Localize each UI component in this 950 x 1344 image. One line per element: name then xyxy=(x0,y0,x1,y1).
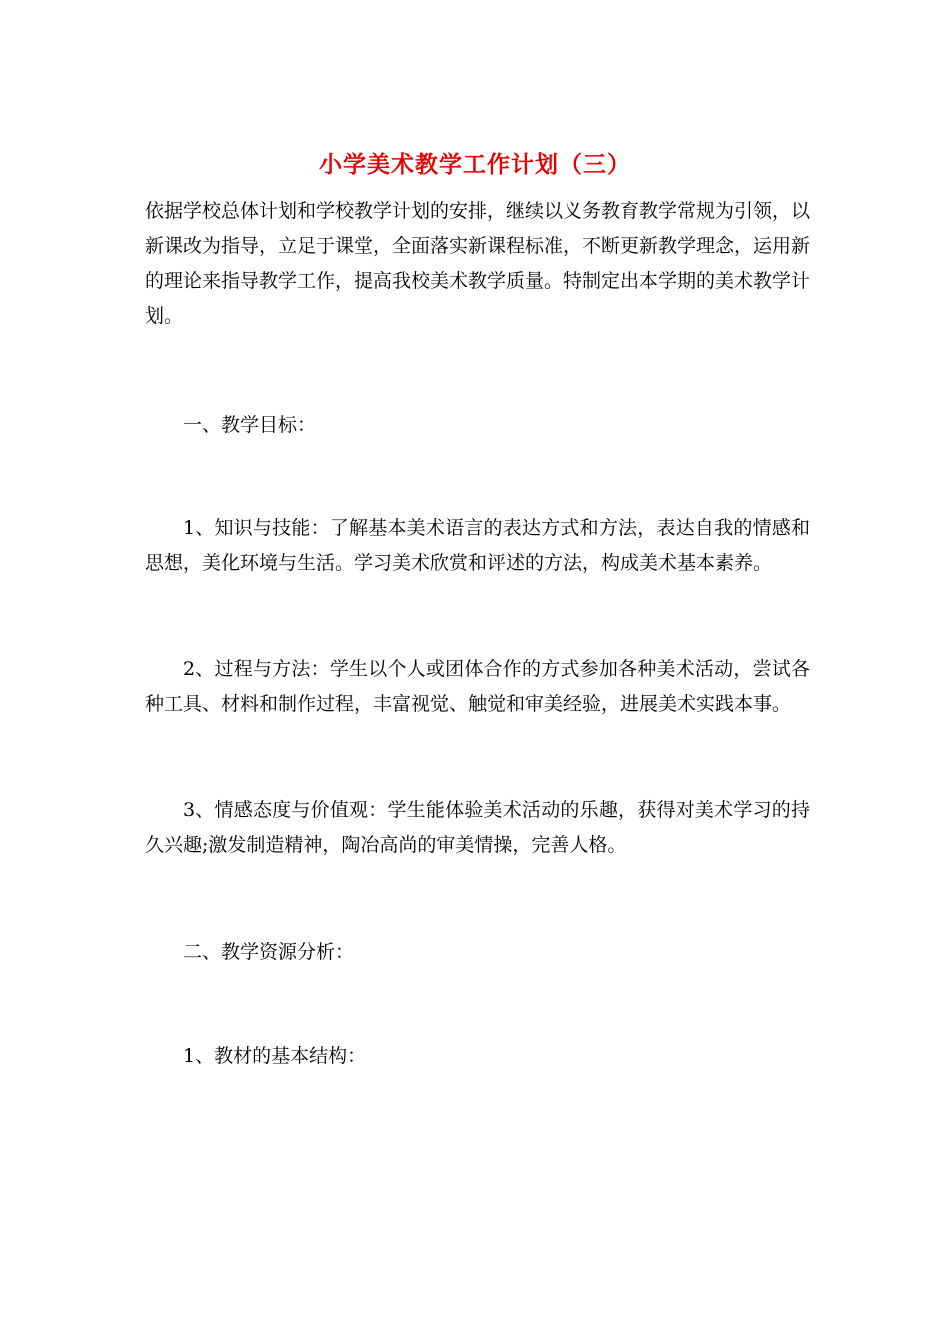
section-heading-teaching-goals: 一、教学目标： xyxy=(183,414,317,436)
goal-knowledge-skills: 1、知识与技能：了解基本美术语言的表达方式和方法，表达自我的情感和思想，美化环境与生活。学习美术欣赏和评述的方法，构成美术基本素养。 xyxy=(145,517,810,574)
document-title: 小学美术教学工作计划（三） xyxy=(319,151,631,178)
section-heading-resource-analysis: 二、教学资源分析： xyxy=(183,941,355,963)
resource-item-textbook-structure: 1、教材的基本结构： xyxy=(183,1045,367,1067)
goal-process-methods: 2、过程与方法：学生以个人或团体合作的方式参加各种美术活动，尝试各种工具、材料和制作过程，丰富视觉、触觉和审美经验，进展美术实践本事。 xyxy=(145,658,810,715)
goal-emotion-values: 3、情感态度与价值观：学生能体验美术活动的乐趣，获得对美术学习的持久兴趣;激发制造精神，陶冶高尚的审美情操，完善人格。 xyxy=(145,799,810,856)
intro-paragraph: 依据学校总体计划和学校教学计划的安排，继续以义务教育教学常规为引领，以新课改为指导，立足于课堂，全面落实新课程标准，不断更新教学理念，运用新的理论来指导教学工作，提高我校美术教学质量。特制定出本学期的美术教学计划。 xyxy=(145,200,811,327)
